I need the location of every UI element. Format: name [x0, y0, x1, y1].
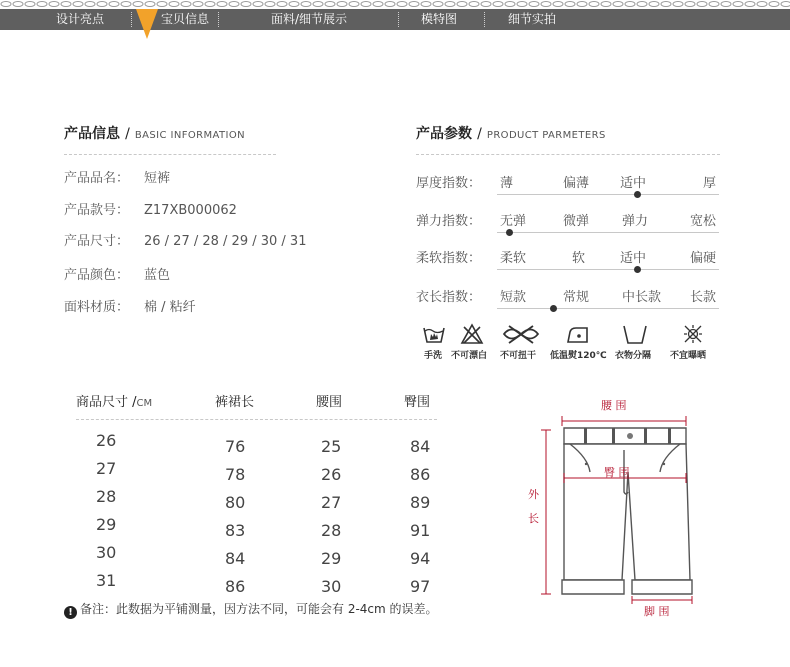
waist-label: 腰 围 [601, 399, 627, 412]
size-table-cell: 28 [321, 521, 342, 540]
low-iron-icon [565, 323, 591, 345]
size-table-cell: 27 [321, 493, 342, 512]
size-table-cell: 80 [225, 493, 246, 512]
param-option: 薄 [500, 176, 514, 191]
info-label: 产品尺寸： [64, 234, 130, 249]
size-header-length: 裤裙长 [215, 395, 255, 410]
size-table-cell: 89 [410, 493, 431, 512]
nav-separator [398, 12, 399, 27]
param-selected-dot [506, 229, 513, 236]
param-option: 厚 [703, 176, 717, 191]
size-table-cell: 84 [225, 549, 246, 568]
care-label: 不可扭干 [500, 351, 537, 361]
basic-info-title-en: BASIC INFORMATION [134, 130, 245, 141]
info-label: 产品品名： [64, 171, 130, 186]
nav-item-product-info[interactable]: 宝贝信息 [161, 12, 210, 26]
size-table-cell: 26 [96, 431, 117, 450]
measurement-note [64, 600, 438, 619]
param-option: 软 [572, 251, 586, 266]
size-table-cell: 97 [410, 577, 431, 596]
size-table-cell: 91 [410, 521, 431, 540]
info-row-name [64, 167, 170, 186]
size-header-size [76, 391, 152, 410]
size-table-cell: 86 [410, 465, 431, 484]
hand-wash-icon [422, 323, 446, 345]
params-title-en: PRODUCT PARMETERS [486, 130, 606, 141]
care-label: 手洗 [424, 351, 443, 361]
nav-item-detail-shots[interactable]: 细节实拍 [508, 12, 557, 26]
no-bleach-icon [460, 323, 484, 345]
param-scale-line [497, 232, 719, 233]
length-label-bottom: 长 [528, 512, 539, 525]
info-row-sku [64, 199, 237, 218]
size-header-unit: CM [136, 398, 153, 409]
warning-icon: ! [64, 606, 77, 619]
info-value: 蓝色 [144, 268, 171, 283]
param-option: 短款 [500, 290, 527, 305]
size-table-cell: 29 [96, 515, 117, 534]
active-nav-pointer-icon [136, 9, 158, 39]
note-text: 备注：此数据为平铺测量，因方法不同，可能会有 2-4cm 的误差。 [80, 602, 438, 616]
param-scale-line [497, 194, 719, 195]
size-table-divider [76, 419, 437, 420]
basic-info-divider [64, 154, 276, 155]
basic-info-title-sep: / [125, 126, 130, 142]
nav-chain-border [0, 0, 790, 8]
info-row-sizes [64, 230, 306, 249]
info-value: 棉 / 粘纤 [144, 300, 196, 315]
param-option: 无弹 [500, 214, 527, 229]
basic-info-title [64, 123, 245, 143]
size-table-cell: 78 [225, 465, 246, 484]
separate-wash-icon [622, 323, 648, 345]
param-option: 微弹 [563, 214, 590, 229]
size-table-cell: 30 [96, 543, 117, 562]
size-header-label: 商品尺寸 / [76, 395, 137, 410]
size-header-waist: 腰围 [316, 395, 343, 410]
param-option: 偏薄 [563, 176, 590, 191]
size-table-cell: 26 [321, 465, 342, 484]
nav-item-model-photos[interactable]: 模特图 [421, 12, 458, 26]
info-label: 产品款号： [64, 203, 130, 218]
info-value: 26 / 27 / 28 / 29 / 30 / 31 [144, 234, 307, 249]
nav-item-design-highlights[interactable]: 设计亮点 [56, 12, 105, 26]
param-scale-line [497, 269, 719, 270]
info-row-material [64, 296, 196, 315]
param-option: 弹力 [622, 214, 649, 229]
info-value: 短裤 [144, 171, 171, 186]
params-title [416, 123, 606, 143]
param-option: 常规 [563, 290, 590, 305]
nav-item-fabric-details[interactable]: 面料/细节展示 [271, 12, 348, 26]
param-option: 宽松 [690, 214, 717, 229]
params-divider [416, 154, 720, 155]
length-label-top: 外 [528, 488, 539, 501]
param-label: 弹力指数： [416, 214, 482, 229]
info-label: 面料材质： [64, 300, 130, 315]
size-table-cell: 27 [96, 459, 117, 478]
top-nav-bar [0, 9, 790, 30]
info-label: 产品颜色： [64, 268, 130, 283]
size-table-cell: 28 [96, 487, 117, 506]
chain-border-pattern [0, 0, 790, 8]
care-label: 不可漂白 [451, 351, 488, 361]
size-table-cell: 86 [225, 577, 246, 596]
nav-separator [131, 12, 132, 27]
params-title-sep: / [477, 126, 482, 142]
size-table-cell: 30 [321, 577, 342, 596]
no-sun-dry-icon [682, 323, 704, 345]
hip-label: 臀 围 [604, 466, 630, 479]
shorts-diagram [540, 392, 700, 632]
param-selected-dot [634, 191, 641, 198]
param-selected-dot [550, 305, 557, 312]
param-scale-line [497, 308, 719, 309]
param-label: 柔软指数： [416, 251, 482, 266]
care-label: 衣物分隔 [615, 351, 652, 361]
shorts-outline [562, 428, 692, 594]
care-label: 不宜曝晒 [670, 351, 707, 361]
param-option: 适中 [620, 176, 647, 191]
size-table-cell: 31 [96, 571, 117, 590]
param-option: 中长款 [622, 290, 662, 305]
nav-separator [218, 12, 219, 27]
size-table-cell: 83 [225, 521, 246, 540]
info-value: Z17XB000062 [144, 203, 237, 218]
size-table-cell: 84 [410, 437, 431, 456]
param-option: 适中 [620, 251, 647, 266]
param-label: 厚度指数： [416, 176, 482, 191]
size-table-cell: 76 [225, 437, 246, 456]
param-selected-dot [634, 266, 641, 273]
size-table-cell: 25 [321, 437, 342, 456]
info-row-color [64, 264, 170, 283]
no-wring-icon [501, 323, 541, 345]
params-title-cn: 产品参数 [416, 126, 472, 142]
hem-label: 脚 围 [644, 605, 670, 618]
param-option: 柔软 [500, 251, 527, 266]
param-label: 衣长指数： [416, 290, 482, 305]
care-label: 低温熨120℃ [550, 351, 607, 361]
param-option: 偏硬 [690, 251, 717, 266]
size-table-cell: 29 [321, 549, 342, 568]
size-table-cell: 94 [410, 549, 431, 568]
nav-separator [484, 12, 485, 27]
param-option: 长款 [690, 290, 717, 305]
size-header-hip: 臀围 [404, 395, 431, 410]
basic-info-title-cn: 产品信息 [64, 126, 120, 142]
